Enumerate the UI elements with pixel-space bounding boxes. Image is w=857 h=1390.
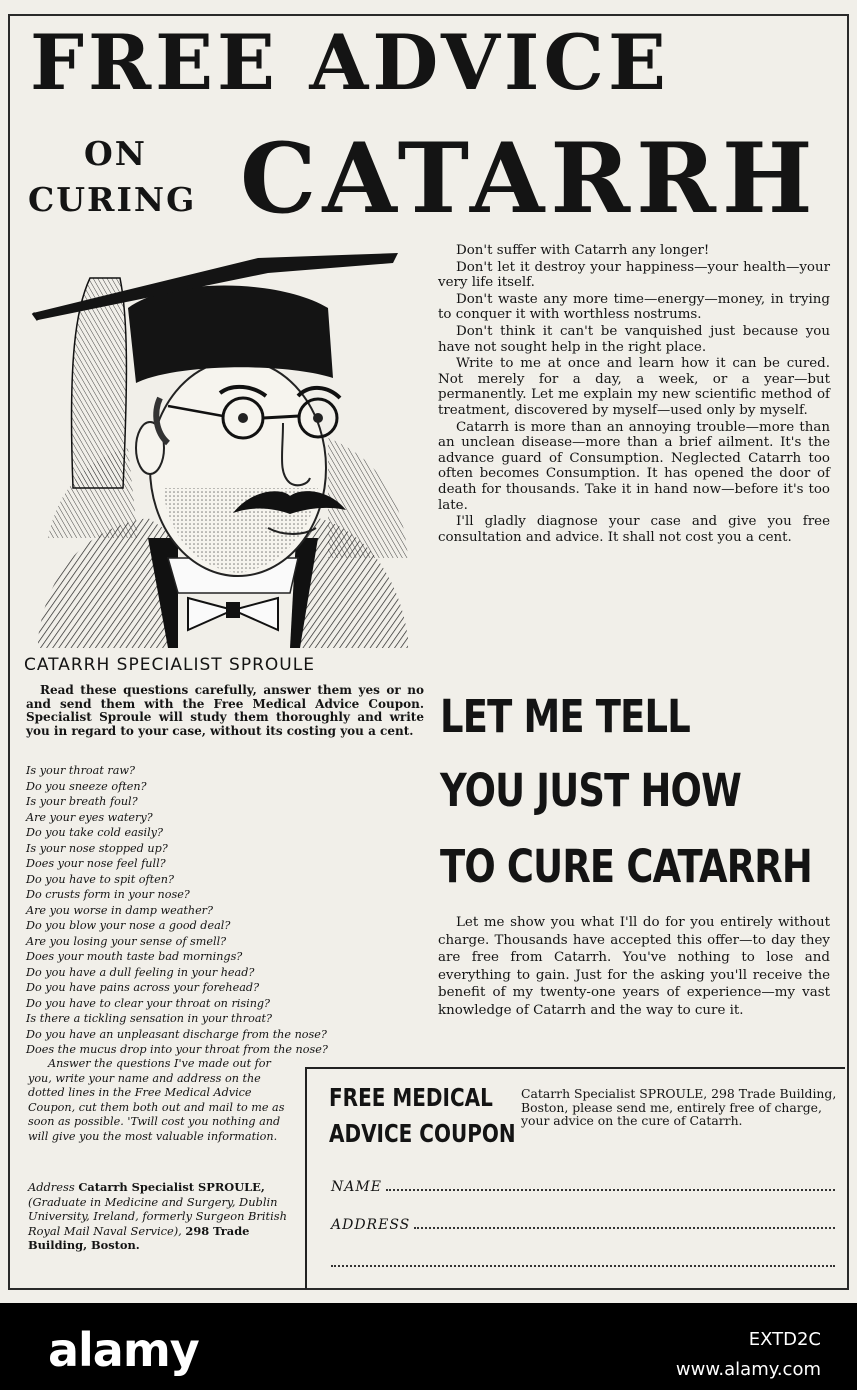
big-headline-line3: TO CURE CATARRH <box>440 840 812 893</box>
big-headline-line1: LET ME TELL <box>440 690 690 743</box>
address-dotted-line-2[interactable] <box>331 1265 835 1267</box>
name-dotted-line[interactable] <box>386 1189 835 1191</box>
specialist-name: Catarrh Specialist SPROULE, <box>78 1180 265 1194</box>
question-item: Are your eyes watery? <box>26 810 153 824</box>
paragraph: I'll gladly diagnose your case and give you free consultation and advice. It shall not cost you a cent. <box>438 514 830 545</box>
instructions-text: Read these questions carefully, answer them yes or no and send them with the Free Medical Advice Coupon. Specialist Sproule will study them thoroughly and write you in regard to your case, without its costing you a cent. <box>26 683 424 738</box>
question-item: Do you have pains across your forehead? <box>26 981 260 994</box>
paragraph: Don't suffer with Catarrh any longer! <box>456 243 710 258</box>
address-block <box>28 1180 290 1253</box>
question-item: Are you losing your sense of smell? <box>26 934 227 948</box>
question-item: Does the mucus drop into your throat from the nose? <box>26 1043 328 1056</box>
question-item: Do you have to spit often? <box>26 872 174 886</box>
paragraph: Catarrh is more than an annoying trouble—more than an unclean disease—more than a brief ailment. It's the advance guard of Consumption. Neglected Catarrh too often becomes Consumption. It has opened the door of death for thousands. Take it in hand now—before it's too late. <box>438 419 830 513</box>
question-item: Is your throat raw? <box>26 764 135 777</box>
right-column-text <box>438 243 830 546</box>
site-text: www.alamy.com <box>675 1359 821 1380</box>
address-field[interactable] <box>331 1211 835 1233</box>
question-item: Is there a tickling sensation in your throat? <box>26 1012 272 1025</box>
answer-instructions: Answer the questions I've made out for you, write your name and address on the dotted lines in the Free Medical Advice Coupon, cut them both out and mail to me as soon as possible. 'Twill cost you nothing and will give you the most valuable information. <box>28 1057 285 1143</box>
question-item: Does your nose feel full? <box>26 857 166 870</box>
advice-coupon <box>305 1067 845 1289</box>
question-item: Do you sneeze often? <box>26 779 147 793</box>
headline-free-advice: FREE ADVICE <box>30 18 670 107</box>
specialist-location: 298 Trade Building, Boston. <box>28 1223 250 1252</box>
question-item: Do you have an unpleasant discharge from the nose? <box>26 1027 327 1041</box>
coupon-title-line1: FREE MEDICAL <box>329 1083 493 1112</box>
address-lead: Address <box>28 1180 75 1194</box>
alamy-logo: alamy <box>48 1323 199 1377</box>
question-item: Does your mouth taste bad mornings? <box>26 950 243 963</box>
headline-on: ON <box>84 134 147 173</box>
offer-text: Let me show you what I'll do for you entirely without charge. Thousands have accepted this offer—to day they are free from Catarrh. You've nothing to lose and everything to gain. Just for the asking you'll receive the benefit of my twenty-one years of experience—my vast knowledge of Catarrh and the way to cure it. <box>438 915 830 1018</box>
coupon-text: Catarrh Specialist SPROULE, 298 Trade Building, Boston, please send me, entirely free of charge, your advice on the cure of Catarrh. <box>521 1086 837 1129</box>
image-id-text: EXTD2C <box>748 1329 821 1350</box>
name-label: NAME <box>331 1179 382 1195</box>
question-item: Do you take cold easily? <box>26 826 164 839</box>
specialist-credentials: (Graduate in Medicine and Surgery, Dublin University, Ireland, formerly Surgeon British Royal Mail Naval Service), <box>28 1194 287 1238</box>
paragraph: Don't think it can't be vanquished just because you have not sought help in the right place. <box>438 323 830 355</box>
stock-image-id <box>676 1325 821 1385</box>
questions-list <box>26 763 436 1058</box>
paragraph: Don't waste any more time—energy—money, in trying to conquer it with worthless nostrums. <box>438 291 830 323</box>
paragraph: Write to me at once and learn how it can be cured. Not merely for a day, a week, or a year—but permanently. Let me explain my new scientific method of treatment, discovered by myself—used only by myself. <box>438 356 830 418</box>
question-item: Are you worse in damp weather? <box>26 903 214 917</box>
big-headline-line2: YOU JUST HOW <box>440 764 741 817</box>
specialist-portrait <box>28 238 418 648</box>
address-label: ADDRESS <box>331 1217 411 1233</box>
paragraph: Don't let it destroy your happiness—your health—your very life itself. <box>438 259 830 291</box>
question-item: Do you blow your nose a good deal? <box>26 919 231 932</box>
portrait-caption: CATARRH SPECIALIST SPROULE <box>24 655 315 675</box>
question-item: Do crusts form in your nose? <box>26 888 190 901</box>
address-field-2[interactable] <box>331 1249 835 1271</box>
address-dotted-line[interactable] <box>414 1227 835 1229</box>
question-item: Is your breath foul? <box>26 795 138 808</box>
headline-catarrh: CATARRH <box>240 122 819 235</box>
headline-curing: CURING <box>28 180 197 219</box>
name-field[interactable] <box>331 1173 835 1195</box>
coupon-title-line2: ADVICE COUPON <box>329 1119 516 1148</box>
question-item: Is your nose stopped up? <box>26 841 168 855</box>
question-item: Do you have to clear your throat on rising? <box>26 996 271 1010</box>
question-item: Do you have a dull feeling in your head? <box>26 965 255 979</box>
stock-watermark-bar <box>0 1303 857 1390</box>
